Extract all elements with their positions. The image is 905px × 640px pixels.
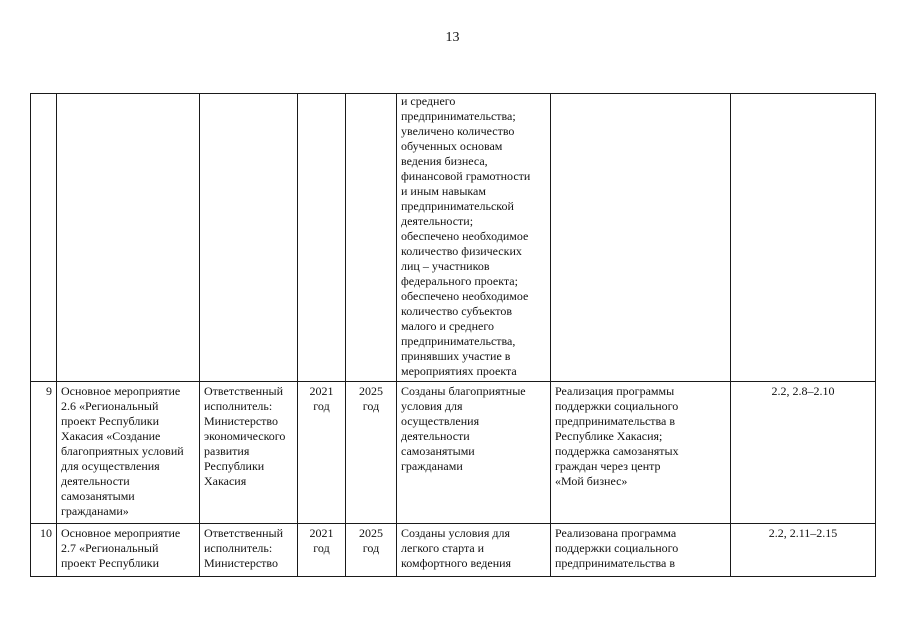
row-number-cell — [31, 94, 57, 382]
executor-cell — [200, 94, 298, 382]
result-cell: Созданы условия для легкого старта и комфортного ведения — [397, 524, 551, 577]
link-cell — [551, 94, 731, 382]
result-cell: и среднего предпринимательства; увеличено количество обученных основам ведения бизнеса, финансовой грамотности и иным навыкам предпринимательской деятельности; обеспечено необходимое количество физических лиц – участников федерального проекта; обеспечено необходимое количество субъектов малого и среднего предпринимательства, принявших участие в мероприятиях проекта — [397, 94, 551, 382]
result-cell: Созданы благоприятные условия для осуществления деятельности самозанятыми гражданами — [397, 382, 551, 524]
link-cell: Реализация программы поддержки социального предпринимательства в Республике Хакасия; поддержка самозанятых граждан через центр «Мой бизнес» — [551, 382, 731, 524]
end-year-cell — [346, 94, 397, 382]
executor-cell: Ответственный исполнитель: Министерство — [200, 524, 298, 577]
indicators-cell — [731, 94, 876, 382]
page-number: 13 — [445, 30, 460, 45]
event-cell — [57, 94, 200, 382]
table-row — [31, 524, 876, 577]
row-number-cell: 10 — [31, 524, 57, 577]
link-cell: Реализована программа поддержки социального предпринимательства в — [551, 524, 731, 577]
end-year-cell: 2025 год — [346, 382, 397, 524]
program-table — [30, 93, 876, 577]
row-number-cell: 9 — [31, 382, 57, 524]
start-year-cell — [298, 94, 346, 382]
indicators-cell: 2.2, 2.8–2.10 — [731, 382, 876, 524]
start-year-cell: 2021 год — [298, 382, 346, 524]
table-row — [31, 94, 876, 382]
table-row — [31, 382, 876, 524]
start-year-cell: 2021 год — [298, 524, 346, 577]
indicators-cell: 2.2, 2.11–2.15 — [731, 524, 876, 577]
event-cell: Основное мероприятие 2.7 «Региональный проект Республики — [57, 524, 200, 577]
event-cell: Основное мероприятие 2.6 «Региональный проект Республики Хакасия «Создание благоприятных условий для осуществления деятельности самозанятыми гражданами» — [57, 382, 200, 524]
end-year-cell: 2025 год — [346, 524, 397, 577]
executor-cell: Ответственный исполнитель: Министерство экономического развития Республики Хакасия — [200, 382, 298, 524]
